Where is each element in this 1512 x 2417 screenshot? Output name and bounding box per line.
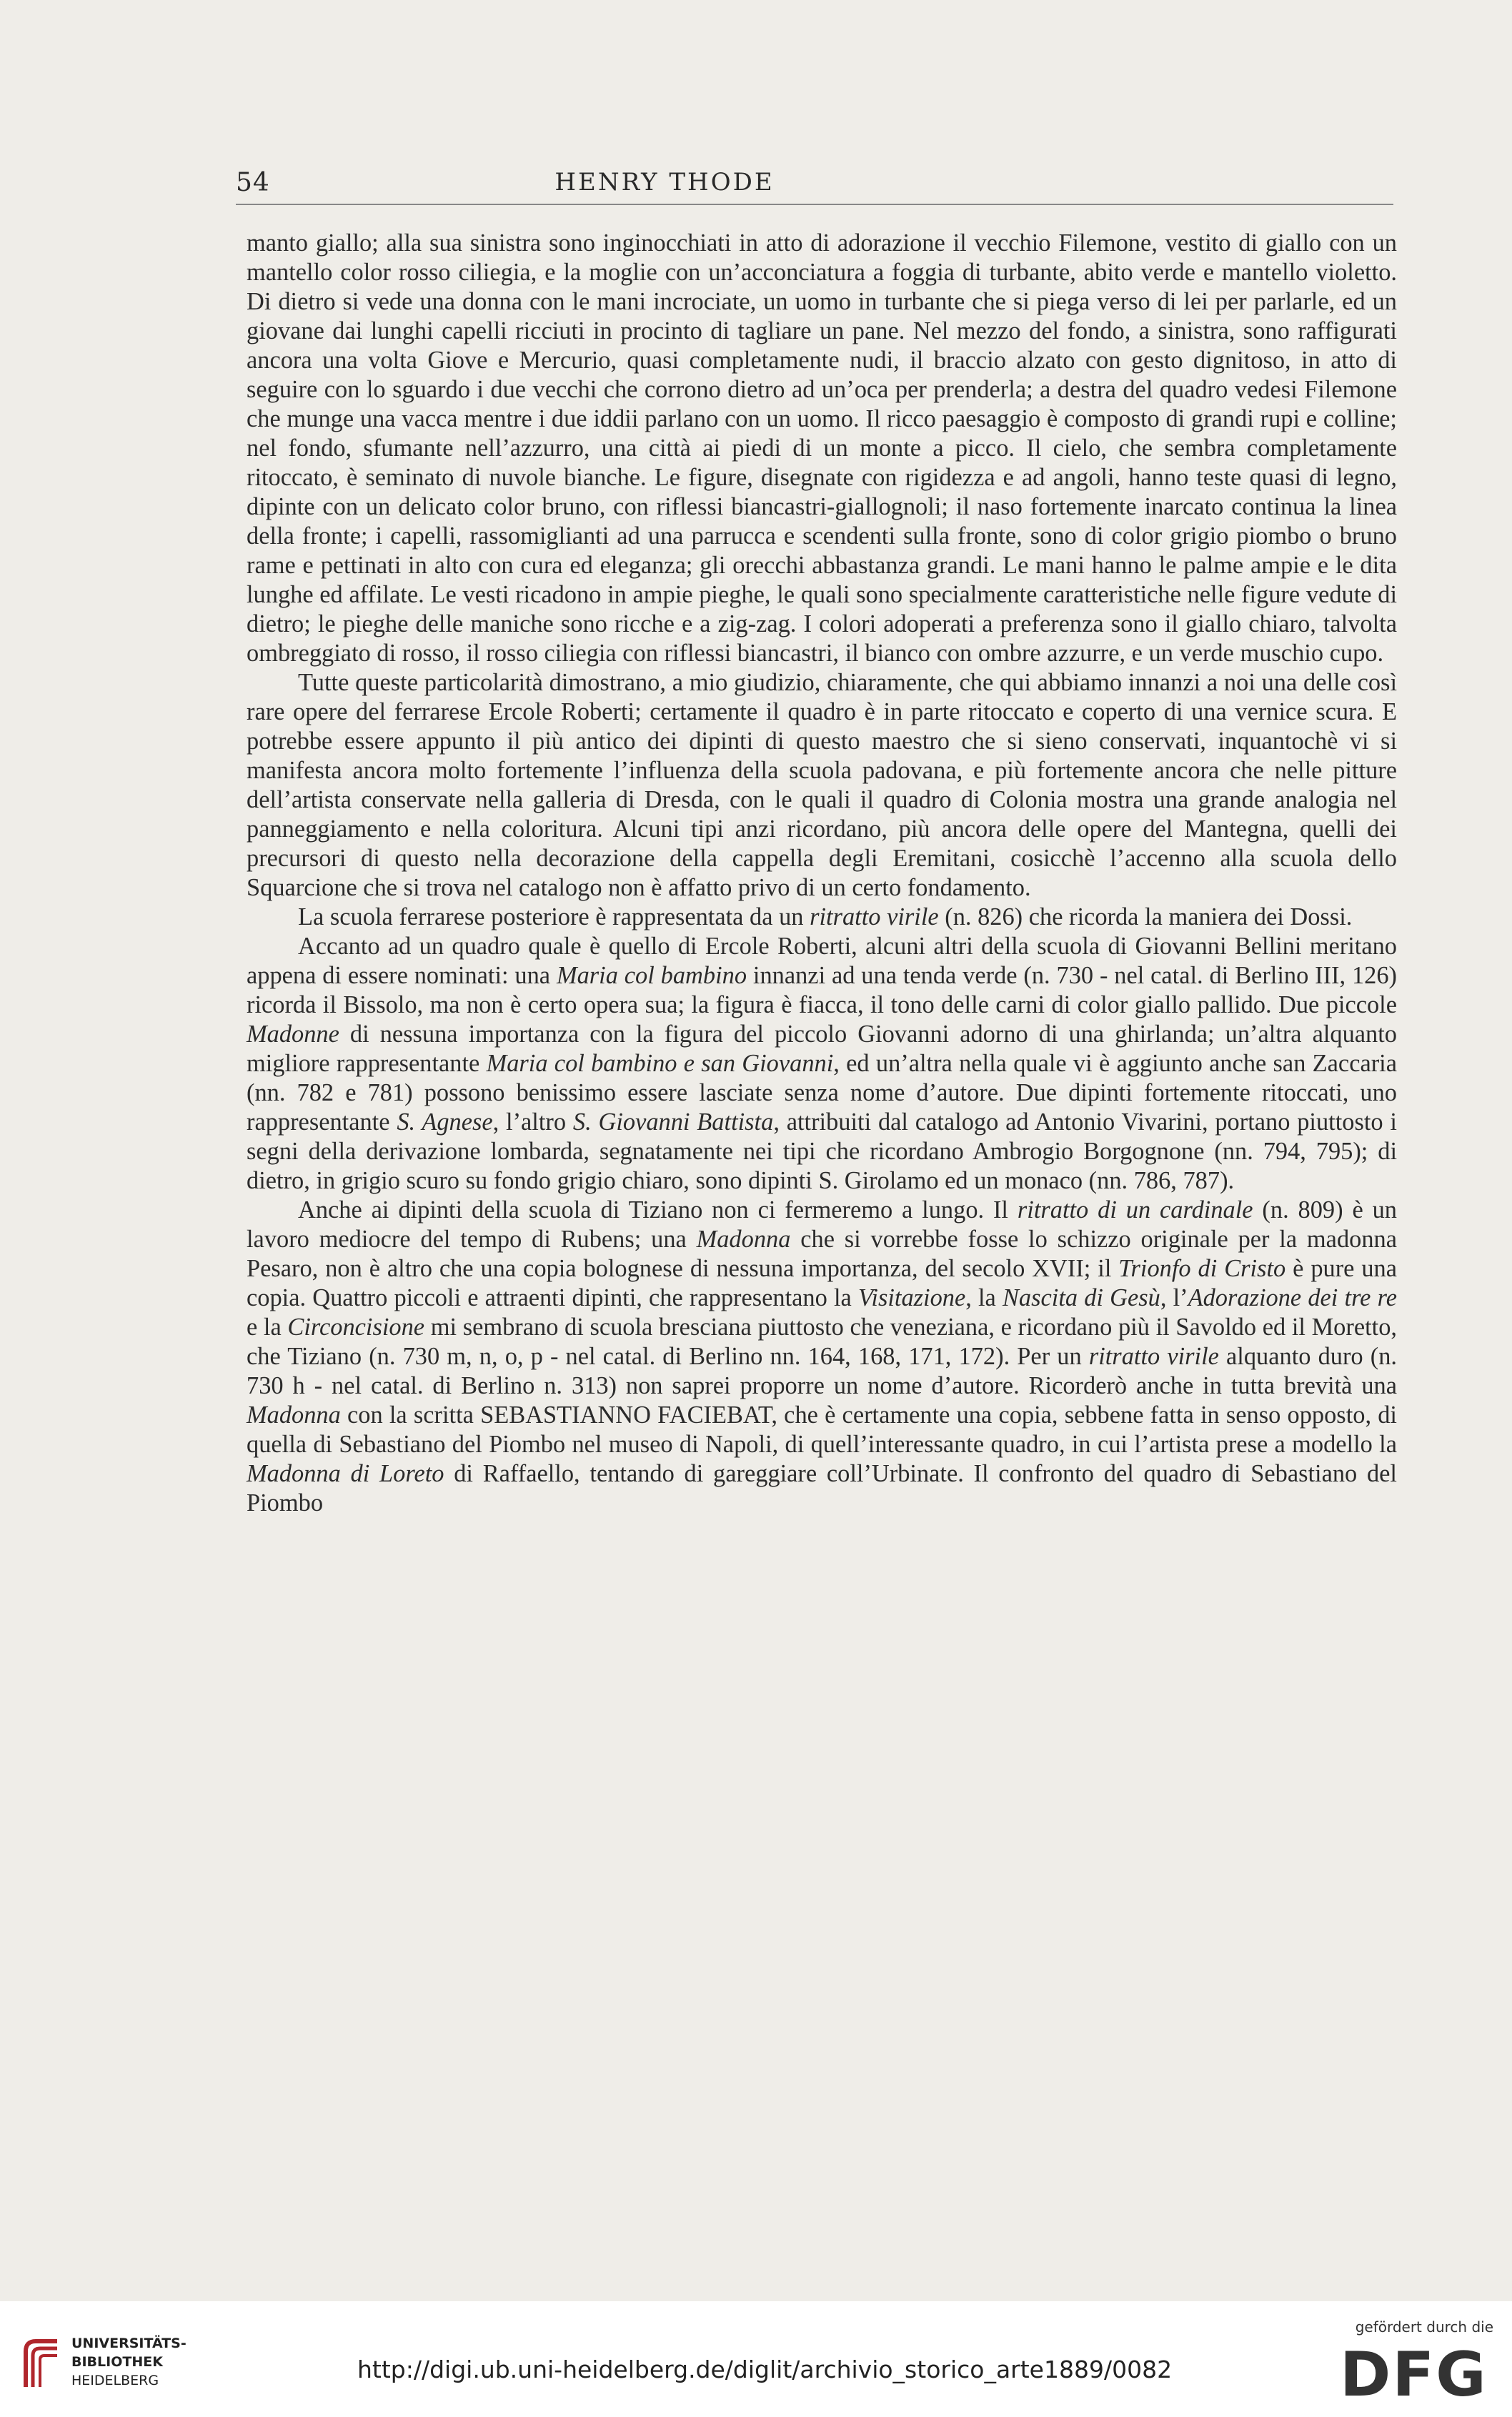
- library-name-line1: UNIVERSITÄTS-: [71, 2336, 186, 2351]
- text-run: di Raffaello, tentando di gareggiare coll’Urbinate. Il confronto del quadro di Sebastiano del Piombo: [247, 1460, 1397, 1517]
- text-run: Tutte queste particolarità dimostrano, a mio giudizio, chiaramente, che qui abbiamo innanzi a noi una delle così rare opere del ferrarese Ercole Roberti; certamente il quadro è in parte ritoccato e coperto di una vernice scura. E potrebbe essere appunto il più antico dei dipinti di questo maestro che si sieno conservati, inquantochè vi si manifesta ancora molto fortemente l’influenza della scuola padovana, e più fortemente ancora che nelle pitture dell’artista conservate nella galleria di Dresda, con le quali il quadro di Colonia mostra una grande analogia nel panneggiamento e nella coloritura. Alcuni tipi anzi ricordano, più ancora delle opere del Mantegna, quelli dei precursori di questo nella decorazione della cappella degli Eremitani, cosicchè l’accenno alla scuola dello Squarcione che si trova nel catalogo non è affatto privo di un certo fondamento.: [247, 669, 1397, 901]
- paragraph: [247, 903, 1397, 932]
- text-run: , l’: [1160, 1284, 1188, 1311]
- italic-title: ritratto di un cardinale: [1017, 1196, 1253, 1224]
- italic-title: ritratto virile: [1088, 1343, 1219, 1370]
- text-run: , ed un’altra nella quale vi è aggiunto anche san Zaccaria (nn. 782 e 781) possono benissimo essere lasciate senza nome d’autore. Due dipinti fortemente ritoccati, uno rappresentante: [247, 1050, 1397, 1136]
- italic-title: Madonna: [696, 1226, 791, 1253]
- italic-title: S. Giovanni Battista: [572, 1108, 774, 1136]
- running-title: HENRY THODE: [554, 168, 775, 197]
- italic-title: Madonne: [247, 1021, 339, 1048]
- library-name: [71, 2334, 186, 2390]
- dfg-logo: DFG: [1340, 2339, 1488, 2411]
- library-name-line2: BIBLIOTHEK: [71, 2354, 163, 2370]
- text-run: mi sembrano di scuola bresciana piuttosto che veneziana, e ricordano più il Savoldo ed il Moretto, che Tiziano (n. 730 m, n, o, p - nel catal. di Berlino nn. 164, 168, 171, 172). Per un: [247, 1314, 1397, 1370]
- paragraph: [247, 229, 1397, 668]
- paragraph: [247, 668, 1397, 903]
- text-run: innanzi ad una tenda verde (n. 730 - nel catal. di Berlino III, 126) ricorda il Bissolo, ma non è certo opera sua; la figura è fiacca, il tono delle carni di color giallo pallido. Due piccole: [247, 962, 1397, 1018]
- text-run: , la: [965, 1284, 1003, 1311]
- text-run: e la: [247, 1314, 288, 1341]
- paragraph: [247, 1196, 1397, 1518]
- text-run: è pure una copia. Quattro piccoli e attraenti dipinti, che rappresentano la: [247, 1255, 1398, 1311]
- italic-title: Circoncisione: [287, 1314, 425, 1341]
- italic-title: ritratto virile: [810, 903, 939, 930]
- source-url[interactable]: http://digi.ub.uni-heidelberg.de/diglit/archivio_storico_arte1889/0082: [357, 2356, 1173, 2383]
- funding-note: gefördert durch die: [1355, 2318, 1493, 2336]
- text-run: Accanto ad un quadro quale è quello di Ercole Roberti, alcuni altri della scuola di Giovanni Bellini meritano appena di essere nominati: una: [247, 933, 1397, 989]
- text-run: di nessuna importanza con la figura del piccolo Giovanni adorno di una ghirlanda; un’altra alquanto migliore rappresentante: [247, 1021, 1397, 1077]
- text-run: (n. 826) che ricorda la maniera dei Dossi.: [938, 903, 1353, 930]
- italic-title: Trionfo di Cristo: [1118, 1255, 1286, 1282]
- library-name-line3: HEIDELBERG: [71, 2373, 159, 2388]
- text-run: con la scritta SEBASTIANNO FACIEBAT, che è certamente una copia, sebbene fatta in senso opposto, di quella di Sebastiano del Piombo nel museo di Napoli, di quell’interessante quadro, in cui l’artista prese a modello la: [247, 1401, 1397, 1458]
- text-run: che si vorrebbe fosse lo schizzo originale per la madonna Pesaro, non è altro che una copia bolognese di nessuna importanza, del secolo XVII; il: [247, 1226, 1397, 1282]
- page-number: 54: [236, 168, 270, 197]
- paragraph: [247, 932, 1397, 1196]
- italic-title: Visitazione: [857, 1284, 966, 1311]
- italic-title: S. Agnese: [397, 1108, 493, 1136]
- library-logo-icon: [21, 2337, 61, 2391]
- italic-title: Maria col bambino e san Giovanni: [486, 1050, 834, 1077]
- text-run: alquanto duro (n. 730 h - nel catal. di Berlino n. 313) non saprei proporre un nome d’autore. Ricorderò anche in tutta brevità una: [247, 1343, 1398, 1399]
- body-text: [247, 229, 1397, 1518]
- text-run: La scuola ferrarese posteriore è rappresentata da un: [298, 903, 810, 930]
- italic-title: Maria col bambino: [556, 962, 747, 989]
- text-run: , attribuiti dal catalogo ad Antonio Vivarini, portano piuttosto i segni della derivazione lombarda, segnatamente nei tipi che ricordano Ambrogio Borgognone (nn. 794, 795); di dietro, in grigio scuro su fondo grigio chiaro, sono dipinti S. Girolamo ed un monaco (nn. 786, 787).: [247, 1108, 1397, 1194]
- italic-title: Madonna: [247, 1401, 341, 1429]
- text-run: manto giallo; alla sua sinistra sono inginocchiati in atto di adorazione il vecchio Filemone, vestito di giallo con un mantello color rosso ciliegia, e la moglie con un’acconciatura a foggia di turbante, abito verde e mantello violetto. Di dietro si vede una donna con le mani incrociate, un uomo in turbante che si piega verso di lei per parlarle, ed un giovane dai lunghi capelli ricciuti in procinto di tagliare un pane. Nel mezzo del fondo, a sinistra, sono raffigurati ancora una volta Giove e Mercurio, quasi completamente nudi, il braccio alzato con gesto dignitoso, in atto di seguire con lo sguardo i due vecchi che corrono dietro ad un’oca per prenderla; a destra del quadro vedesi Filemone che munge una vacca mentre i due iddii parlano con un uomo. Il ricco paesaggio è composto di grandi rupi e colline; nel fondo, sfumante nell’azzurro, una città ai piedi di un monte a picco. Il cielo, che sembra completamente ritoccato, è seminato di nuvole bianche. Le figure, disegnate con rigidezza e ad angoli, hanno teste quasi di legno, dipinte con un delicato color bruno, con riflessi biancastri-giallognoli; il naso fortemente inarcato continua la linea della fronte; i capelli, rassomiglianti ad una parrucca e scendenti sulla fronte, sono di color grigio piombo o bruno rame e pettinati in alto con cura ed eleganza; gli orecchi abbastanza grandi. Le mani hanno le palme ampie e le dita lunghe ed affilate. Le vesti ricadono in ampie pieghe, le quali sono specialmente caratteristiche nelle figure vedute di dietro; le pieghe delle maniche sono ricche e a zig-zag. I colori adoperati a preferenza sono il giallo chiaro, talvolta ombreggiato di rosso, il rosso ciliegia con riflessi biancastri, il bianco con ombre azzurre, e un verde muschio cupo.: [247, 229, 1397, 667]
- text-run: (n. 809) è un lavoro mediocre del tempo di Rubens; una: [247, 1196, 1397, 1253]
- text-run: Anche ai dipinti della scuola di Tiziano non ci fermeremo a lungo. Il: [298, 1196, 1018, 1224]
- italic-title: Madonna di Loreto: [247, 1460, 444, 1487]
- footer-bar: [0, 2301, 1512, 2417]
- italic-title: Nascita di Gesù: [1002, 1284, 1160, 1311]
- italic-title: Adorazione dei tre re: [1188, 1284, 1397, 1311]
- running-header: [236, 161, 1393, 205]
- text-run: , l’altro: [492, 1108, 573, 1136]
